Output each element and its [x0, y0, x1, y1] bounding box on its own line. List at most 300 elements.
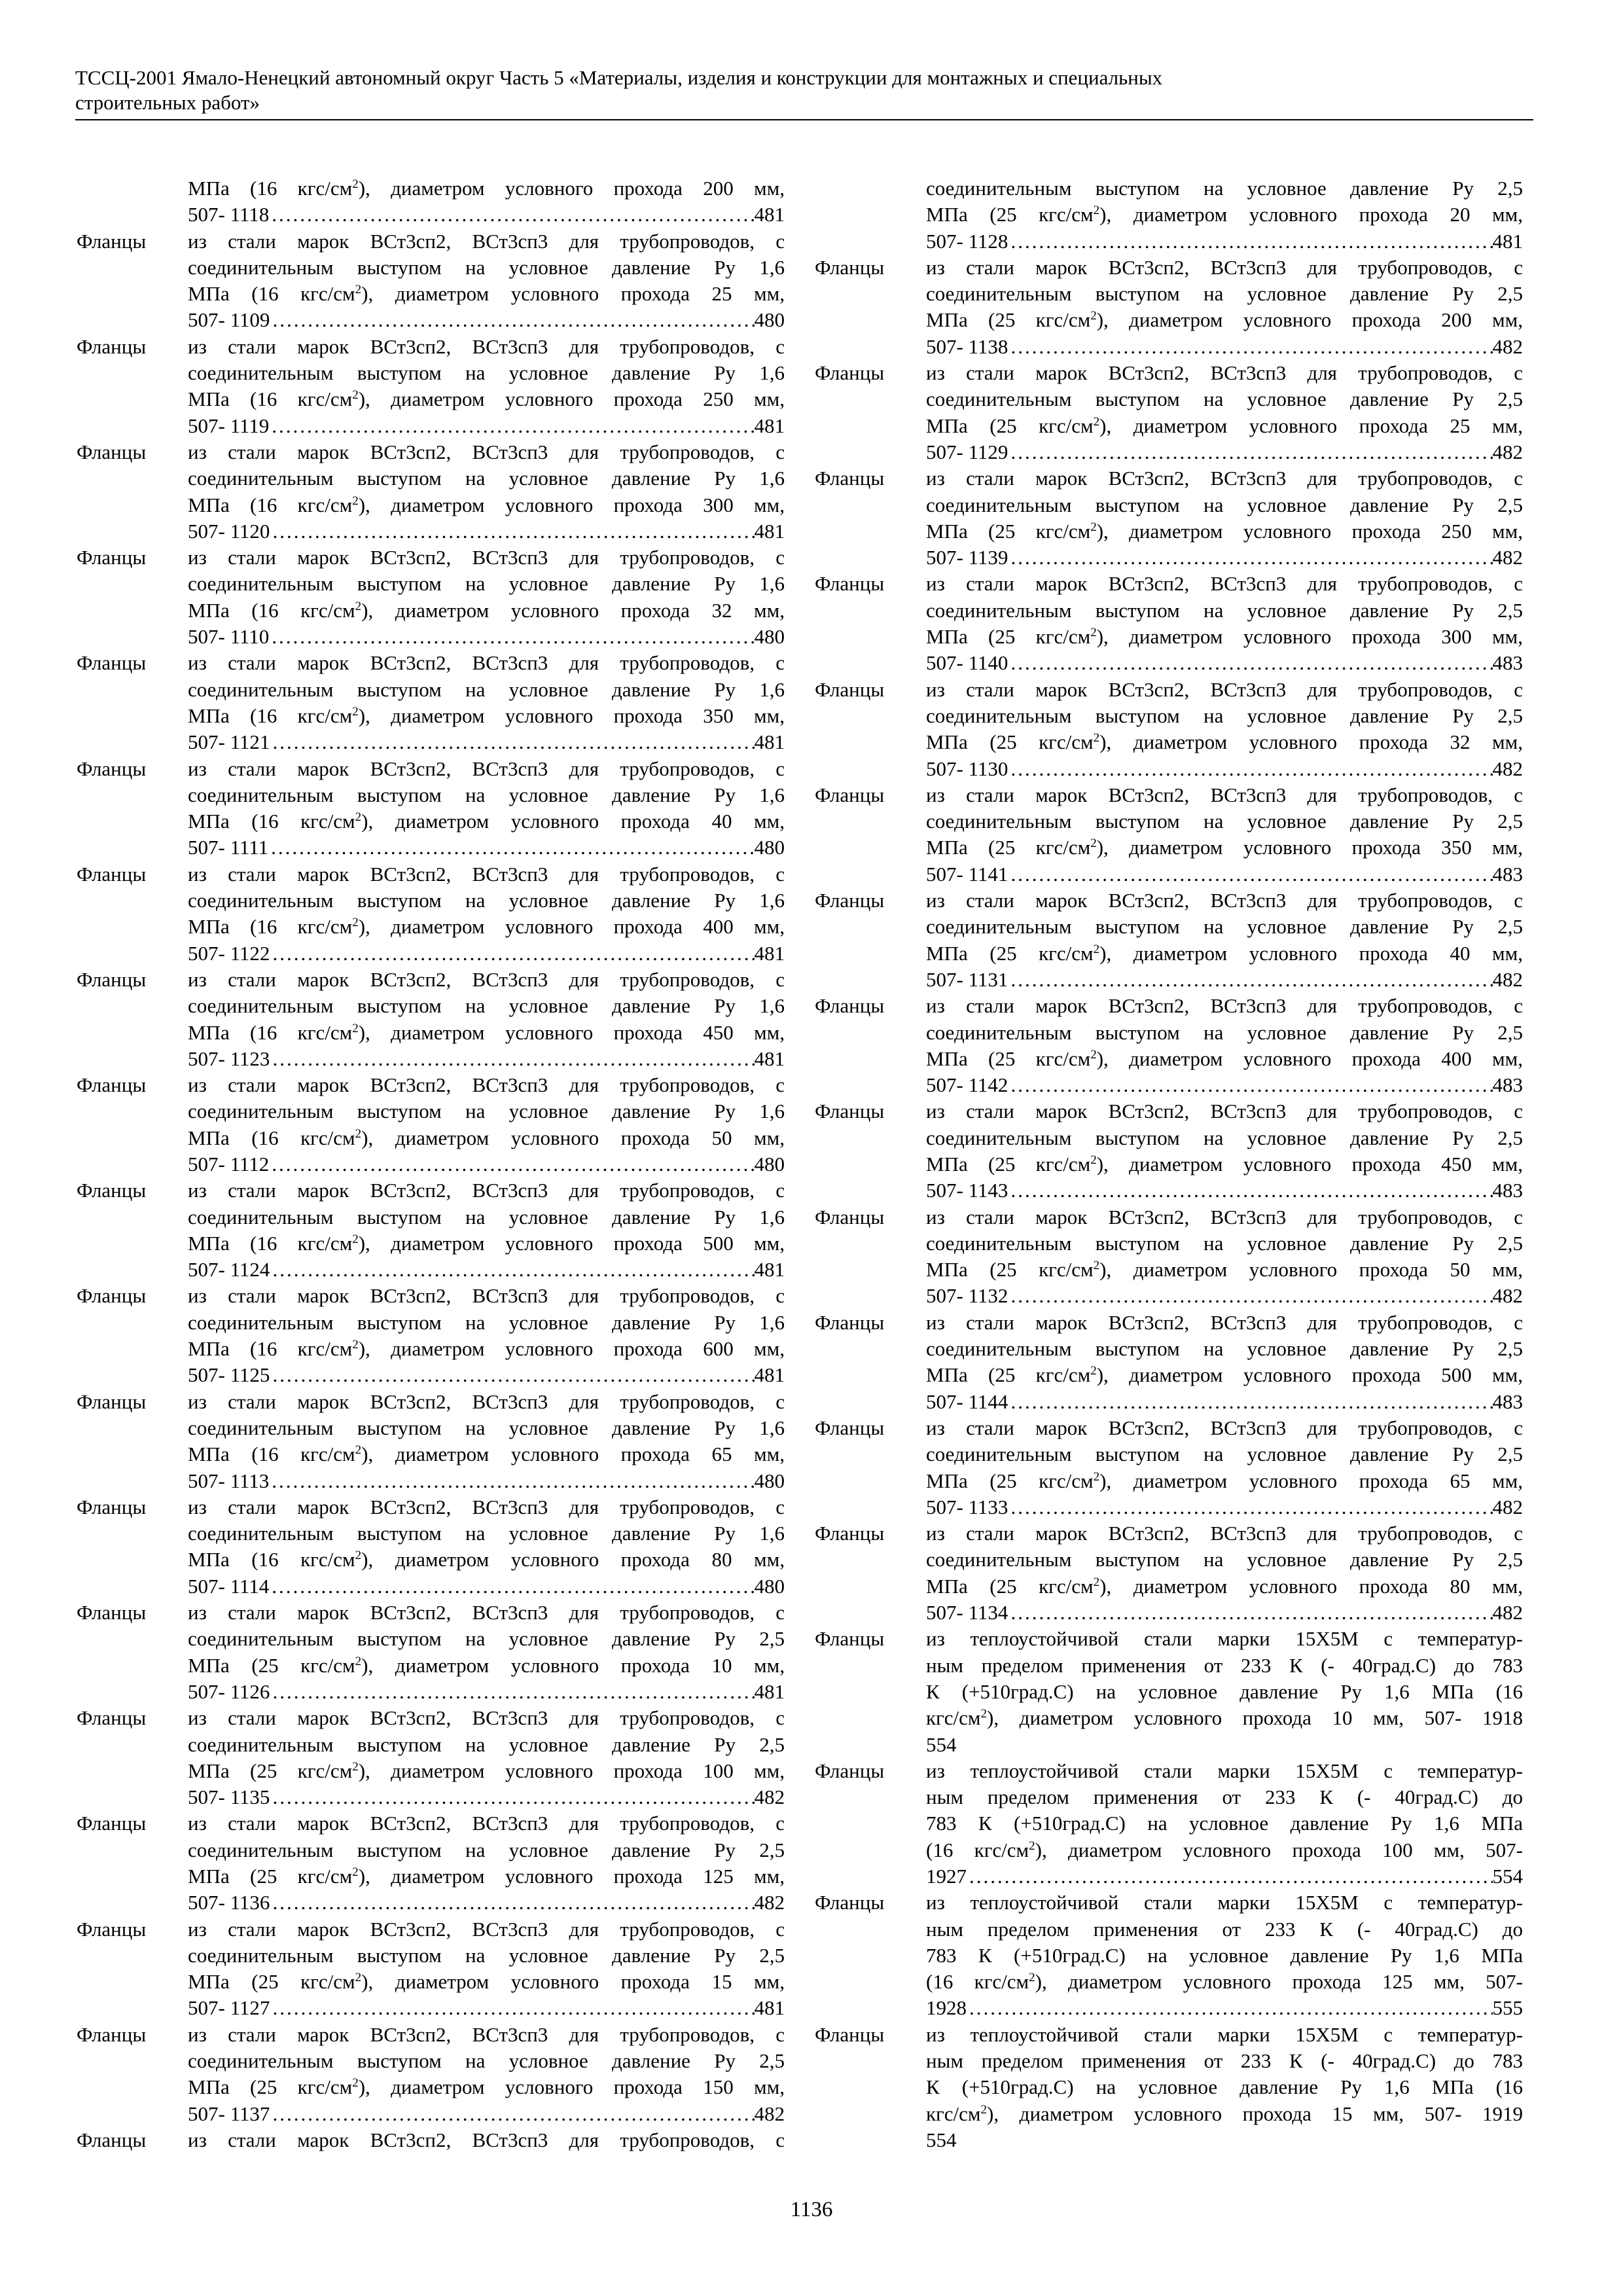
entry-text: из стали марок ВСт3сп2, ВСт3сп3 для трубопроводов, с: [188, 334, 785, 358]
entry-lead: Фланцы: [815, 994, 885, 1018]
entry-text-line: [188, 2048, 785, 2074]
entry-text: МПа (25 кгс/см: [188, 2075, 353, 2099]
entry-lead: Фланцы: [77, 1495, 147, 1518]
entry-text: соединительным выступом на условное давление Ру 1,6: [188, 1205, 785, 1229]
entry-page-ref: 483: [1492, 1179, 1523, 1202]
entry-text: ), диаметром условного прохода 25 мм,: [361, 282, 785, 306]
entry-text: соединительным выступом на условное давление Ру 1,6: [188, 1310, 785, 1334]
entry-text: ным пределом применения от 233 К (- 40град.С) до 783: [926, 1653, 1523, 1677]
index-entry: [77, 2127, 785, 2153]
entry-text: соединительным выступом на условное давление Ру 2,5: [926, 1337, 1523, 1361]
entry-page-ref: 480: [754, 625, 785, 649]
entry-page-ref: 481: [754, 1258, 785, 1282]
entry-page-ref: 481: [754, 1679, 785, 1703]
entry-text-line: [188, 703, 785, 729]
dot-leader: [269, 1151, 754, 1177]
dot-leader: [270, 1362, 754, 1388]
entry-text: из стали марок ВСт3сп2, ВСт3сп3 для трубопроводов, с: [188, 2128, 785, 2151]
index-entry: [77, 1916, 785, 2022]
entry-text: МПа (25 кгс/см: [926, 1363, 1091, 1387]
entry-text: МПа (16 кгс/см: [188, 1020, 353, 1044]
entry-code: 507- 1110: [188, 625, 270, 649]
entry-text: из стали марок ВСт3сп2, ВСт3сп3 для трубопроводов, с: [188, 862, 785, 886]
entry-text-line: [926, 360, 1523, 386]
entry-text: 554: [926, 1732, 957, 1756]
entry-text: из стали марок ВСт3сп2, ВСт3сп3 для трубопроводов, с: [188, 1917, 785, 1941]
entry-text-line: [188, 1916, 785, 1943]
entry-code: 507- 1138: [926, 334, 1008, 358]
entry-text-line: [188, 492, 785, 518]
entry-text: МПа (25 кгс/см: [926, 1574, 1094, 1598]
entry-text: соединительным выступом на условное давление Ру 2,5: [926, 915, 1523, 939]
entry-page-ref: 480: [754, 1469, 785, 1492]
entry-text: соединительным выступом на условное давление Ру 1,6: [188, 361, 785, 385]
superscript: 2: [1093, 414, 1100, 429]
entry-text: МПа (25 кгс/см: [188, 1653, 355, 1677]
entry-text: ), диаметром условного прохода 500 мм,: [358, 1231, 785, 1255]
entry-text-line: [926, 1098, 1523, 1124]
entry-text-line: [188, 1943, 785, 1969]
entry-page-ref: 482: [754, 1891, 785, 1914]
entry-lead: Фланцы: [815, 1205, 885, 1229]
entry-page-ref: 481: [754, 1996, 785, 2020]
entry-text-line: [188, 281, 785, 307]
entry-text: из стали марок ВСт3сп2, ВСт3сп3 для трубопроводов, с: [926, 572, 1523, 596]
superscript: 2: [1093, 942, 1100, 956]
index-entry: [815, 888, 1523, 993]
index-entry: [815, 1415, 1523, 1520]
entry-text: МПа (16 кгс/см: [188, 704, 353, 727]
entry-text: ), диаметром условного прохода 10 мм,: [361, 1653, 785, 1677]
entry-text: соединительным выступом на условное давление Ру 2,5: [188, 1732, 785, 1756]
entry-code-line: [926, 545, 1523, 571]
entry-text: соединительным выступом на условное давление Ру 1,6: [188, 255, 785, 279]
entry-text-line: [188, 861, 785, 888]
header-line-1: ТССЦ-2001 Ямало-Ненецкий автономный округ Часть 5 «Материалы, изделия и конструкции для монтажных и специальных: [75, 66, 1163, 89]
entry-text-line: [188, 465, 785, 492]
index-entry: [77, 861, 785, 967]
index-entry: [77, 175, 785, 228]
entry-text-line: [926, 2022, 1523, 2048]
superscript: 2: [352, 1232, 359, 1246]
superscript: 2: [1093, 731, 1100, 745]
entry-text-line: [188, 1125, 785, 1151]
superscript: 2: [980, 1707, 988, 1721]
index-entry: [77, 756, 785, 861]
entry-text: МПа (25 кгс/см: [926, 941, 1094, 965]
entry-text: МПа (16 кгс/см: [188, 282, 355, 306]
entry-text-line: [926, 1758, 1523, 1784]
entry-text: ), диаметром условного прохода 15 мм,: [361, 1970, 785, 1994]
entry-text-line: [188, 1705, 785, 1731]
dot-leader: [1008, 1283, 1492, 1309]
entry-text-line: [926, 1441, 1523, 1467]
entry-text: ), диаметром условного прохода 100 мм,: [358, 1759, 785, 1782]
entry-text: ным пределом применения от 233 К (- 40град.С) до: [926, 1785, 1523, 1809]
index-entry: [815, 255, 1523, 360]
entry-page-ref: 481: [754, 203, 785, 226]
entry-lead: Фланцы: [815, 1627, 885, 1651]
dot-leader: [270, 1046, 754, 1072]
entry-text-line: [188, 2074, 785, 2100]
entry-page-ref: 483: [1492, 862, 1523, 886]
entry-page-ref: 480: [754, 1574, 785, 1598]
index-entry: [77, 228, 785, 334]
superscript: 2: [352, 1759, 359, 1774]
entry-code-line: [926, 1863, 1523, 1890]
entry-page-ref: 481: [1492, 229, 1523, 253]
entry-text: ), диаметром условного прохода 100 мм, 507-: [1035, 1838, 1523, 1861]
entry-text: ), диаметром условного прохода 80 мм,: [361, 1548, 785, 1571]
entry-code: 507- 1121: [188, 730, 270, 754]
header-divider: [75, 119, 1533, 120]
entry-text-line: [188, 756, 785, 782]
entry-text: МПа (25 кгс/см: [926, 1152, 1091, 1175]
entry-text: ), диаметром условного прохода 50 мм,: [1099, 1258, 1523, 1282]
entry-text-line: [188, 2127, 785, 2153]
entry-text-line: [926, 255, 1523, 281]
entry-text-line: [188, 1204, 785, 1230]
entry-text-line: [188, 1863, 785, 1890]
entry-text: МПа (16 кгс/см: [188, 1548, 355, 1571]
entry-text-line: [926, 307, 1523, 333]
entry-lead: Фланцы: [77, 967, 147, 991]
entry-code: 507- 1113: [188, 1469, 270, 1492]
entry-code-line: [926, 1995, 1523, 2021]
dot-leader: [270, 1257, 754, 1283]
entry-code: 507- 1120: [188, 519, 270, 543]
entry-text-line: [188, 967, 785, 993]
entry-lead: Фланцы: [815, 889, 885, 912]
index-entry: [815, 1626, 1523, 1757]
index-entry: [815, 1520, 1523, 1626]
entry-code: 507- 1143: [926, 1179, 1008, 1202]
entry-text: из стали марок ВСт3сп2, ВСт3сп3 для трубопроводов, с: [926, 889, 1523, 912]
entry-text-line: [188, 993, 785, 1019]
dot-leader: [270, 2101, 754, 2127]
entry-code-line: [188, 1468, 785, 1494]
entry-text: из теплоустойчивой стали марки 15Х5М с температур-: [926, 1627, 1523, 1651]
superscript: 2: [1093, 1575, 1100, 1589]
entry-text: ), диаметром условного прохода 50 мм,: [361, 1126, 785, 1149]
entry-text: ), диаметром условного прохода 350 мм,: [1096, 836, 1523, 859]
entry-text-line: [926, 703, 1523, 729]
entry-text: соединительным выступом на условное давление Ру 2,5: [926, 493, 1523, 516]
dot-leader: [269, 202, 754, 228]
index-entry: [815, 1204, 1523, 1310]
entry-code: 507- 1141: [926, 862, 1008, 886]
dot-leader: [1008, 1494, 1492, 1520]
entry-text: ), диаметром условного прохода 65 мм,: [361, 1443, 785, 1466]
entry-text-line: [188, 386, 785, 412]
entry-text: ), диаметром условного прохода 200 мм,: [358, 177, 785, 200]
entry-page-ref: 481: [754, 1047, 785, 1070]
entry-code-line: [926, 334, 1523, 360]
entry-text: ), диаметром условного прохода 150 мм,: [358, 2075, 785, 2099]
entry-text: МПа (25 кгс/см: [926, 308, 1091, 332]
entry-text: МПа (16 кгс/см: [188, 598, 355, 622]
entry-text-line: [188, 677, 785, 703]
entry-text-line: [926, 1626, 1523, 1652]
entry-text-line: [926, 729, 1523, 755]
entry-text-line: [926, 1204, 1523, 1230]
index-entry: [77, 650, 785, 755]
dot-leader: [1008, 228, 1492, 255]
dot-leader: [967, 1863, 1493, 1890]
entry-code: 507- 1111: [188, 836, 269, 859]
index-entry: [815, 1310, 1523, 1415]
dot-leader: [1008, 967, 1492, 993]
entry-text-line: [188, 1020, 785, 1046]
entry-text-line: [188, 545, 785, 571]
entry-lead: Фланцы: [77, 1812, 147, 1835]
entry-text-line: [926, 202, 1523, 228]
entry-text: ным пределом применения от 233 К (- 40град.С) до 783: [926, 2049, 1523, 2073]
entry-lead: Фланцы: [77, 2022, 147, 2046]
superscript: 2: [352, 916, 359, 930]
entry-text: из стали марок ВСт3сп2, ВСт3сп3 для трубопроводов, с: [188, 1073, 785, 1097]
entry-text-line: [188, 650, 785, 676]
entry-text-line: [188, 1389, 785, 1415]
entry-code-line: [188, 1890, 785, 1916]
entry-lead: Фланцы: [77, 440, 147, 463]
entry-text: МПа (16 кгс/см: [188, 1443, 355, 1466]
entry-text-line: [926, 624, 1523, 650]
superscript: 2: [355, 1549, 362, 1563]
entry-text: МПа (25 кгс/см: [926, 1258, 1094, 1282]
entry-text: соединительным выступом на условное давление Ру 2,5: [926, 704, 1523, 727]
entry-text-line: [188, 1177, 785, 1204]
entry-code-line: [926, 650, 1523, 676]
entry-text-line: [926, 1336, 1523, 1362]
entry-text: соединительным выступом на условное давление Ру 2,5: [926, 1443, 1523, 1466]
entry-text: ), диаметром условного прохода 40 мм,: [1099, 941, 1523, 965]
entry-text: кгс/см: [926, 2102, 981, 2125]
entry-code: 507- 1139: [926, 546, 1008, 569]
entry-page-ref: 482: [754, 1785, 785, 1809]
entry-code-line: [188, 1257, 785, 1283]
entry-text: МПа (25 кгс/см: [926, 203, 1094, 226]
entry-text: ), диаметром условного прохода 350 мм,: [358, 704, 785, 727]
entry-page-ref: 481: [754, 941, 785, 965]
superscript: 2: [355, 599, 362, 613]
entry-text-line: [926, 465, 1523, 492]
entry-text: из теплоустойчивой стали марки 15Х5М с температур-: [926, 1759, 1523, 1782]
entry-code: 507- 1126: [188, 1679, 270, 1703]
entry-text: МПа (25 кгс/см: [926, 730, 1094, 754]
index-entry: [815, 360, 1523, 465]
entry-text: 783 К (+510град.С) на условное давление Ру 1,6 МПа: [926, 1812, 1523, 1835]
entry-code: 507- 1127: [188, 1996, 270, 2020]
entry-code: 507- 1114: [188, 1574, 270, 1598]
dot-leader: [269, 1468, 754, 1494]
entry-text-line: [926, 914, 1523, 940]
entry-lead: Фланцы: [77, 757, 147, 780]
entry-text: МПа (16 кгс/см: [188, 810, 355, 833]
entry-page-ref: 482: [1492, 546, 1523, 569]
entry-text-line: [188, 598, 785, 624]
entry-text-line: [926, 175, 1523, 202]
entry-code: 507- 1131: [926, 967, 1008, 991]
entry-text: из стали марок ВСт3сп2, ВСт3сп3 для трубопроводов, с: [188, 229, 785, 253]
dot-leader: [967, 1995, 1493, 2021]
index-entry: [77, 1600, 785, 1705]
entry-text: 554: [926, 2128, 957, 2151]
entry-text-line: [926, 1679, 1523, 1705]
entry-code: 507- 1112: [188, 1152, 270, 1175]
entry-text-line: [188, 1732, 785, 1758]
entry-page-ref: 482: [1492, 1601, 1523, 1624]
entry-text: соединительным выступом на условное давление Ру 1,6: [188, 572, 785, 596]
entry-text-line: [188, 1415, 785, 1441]
entry-text-line: [188, 360, 785, 386]
entry-code: 507- 1124: [188, 1258, 270, 1282]
entry-code: 507- 1128: [926, 229, 1008, 253]
entry-code: 1927: [926, 1865, 967, 1888]
entry-text: из стали марок ВСт3сп2, ВСт3сп3 для трубопроводов, с: [926, 467, 1523, 490]
entry-lead: Фланцы: [815, 467, 885, 490]
superscript: 2: [1090, 626, 1097, 640]
entry-text: из стали марок ВСт3сп2, ВСт3сп3 для трубопроводов, с: [188, 1706, 785, 1730]
entry-text-line: [926, 1151, 1523, 1177]
superscript: 2: [1029, 1839, 1035, 1853]
entry-text-line: [188, 1230, 785, 1257]
entry-code-line: [188, 1995, 785, 2021]
superscript: 2: [355, 1126, 362, 1141]
entry-text-line: [926, 281, 1523, 307]
dot-leader: [1008, 545, 1492, 571]
entry-code: 507- 1142: [926, 1073, 1008, 1097]
entry-code-line: [926, 228, 1523, 255]
entry-text: ), диаметром условного прохода 300 мм,: [1096, 625, 1523, 649]
entry-code: 507- 1130: [926, 757, 1008, 780]
entry-page-ref: 481: [754, 519, 785, 543]
entry-text-line: [926, 1653, 1523, 1679]
index-entry: [77, 334, 785, 439]
index-entry: [815, 465, 1523, 571]
entry-text: из стали марок ВСт3сп2, ВСт3сп3 для трубопроводов, с: [926, 677, 1523, 701]
entry-text: из стали марок ВСт3сп2, ВСт3сп3 для трубопроводов, с: [926, 1522, 1523, 1545]
entry-text: ), диаметром условного прохода 32 мм,: [1099, 730, 1523, 754]
entry-page-ref: 482: [1492, 1284, 1523, 1308]
entry-text: из стали марок ВСт3сп2, ВСт3сп3 для трубопроводов, с: [188, 2022, 785, 2046]
entry-lead: Фланцы: [77, 1706, 147, 1730]
entry-text-line: [926, 2048, 1523, 2074]
entry-text: соединительным выступом на условное давление Ру 2,5: [926, 598, 1523, 622]
dot-leader: [1008, 1600, 1492, 1626]
entry-text: МПа (16 кгс/см: [188, 493, 353, 516]
entry-code: 507- 1109: [188, 308, 270, 332]
index-entry: [77, 439, 785, 545]
superscript: 2: [1029, 1971, 1035, 1985]
entry-lead: Фланцы: [77, 546, 147, 569]
entry-text: (16 кгс/см: [926, 1838, 1029, 1861]
superscript: 2: [1090, 1364, 1097, 1378]
index-entry: [815, 1890, 1523, 2021]
entry-text-line: [926, 1362, 1523, 1388]
entry-page-ref: 483: [1492, 651, 1523, 675]
entry-code: 507- 1118: [188, 203, 270, 226]
entry-text-line: [188, 439, 785, 465]
entry-text-line: [926, 1705, 1523, 1731]
entry-text-line: [926, 888, 1523, 914]
dot-leader: [1008, 756, 1492, 782]
entry-code-line: [188, 202, 785, 228]
entry-text-line: [926, 1310, 1523, 1336]
superscript: 2: [355, 283, 362, 297]
dot-leader: [269, 1573, 754, 1600]
entry-text: ), диаметром условного прохода 125 мм,: [358, 1865, 785, 1888]
superscript: 2: [352, 1021, 359, 1035]
entry-code-line: [188, 729, 785, 755]
index-entry: [815, 1758, 1523, 1890]
superscript: 2: [355, 1443, 362, 1458]
superscript: 2: [355, 1971, 362, 1985]
entry-text: ), диаметром условного прохода 80 мм,: [1099, 1574, 1523, 1598]
entry-text-line: [926, 1257, 1523, 1283]
entry-text: ), диаметром условного прохода 65 мм,: [1099, 1469, 1523, 1492]
entry-text: из стали марок ВСт3сп2, ВСт3сп3 для трубопроводов, с: [188, 440, 785, 463]
entry-code-line: [926, 439, 1523, 465]
entry-text-line: [926, 598, 1523, 624]
entry-text: МПа (25 кгс/см: [188, 1970, 355, 1994]
index-entry: [815, 2022, 1523, 2153]
page-number: 1136: [790, 2198, 833, 2221]
entry-text-line: [188, 1626, 785, 1652]
entry-text-line: [926, 834, 1523, 861]
entry-text: соединительным выступом на условное давление Ру 2,5: [926, 1231, 1523, 1255]
entry-code-line: [188, 518, 785, 545]
dot-leader: [270, 1784, 754, 1810]
entry-text: соединительным выступом на условное давление Ру 2,5: [926, 810, 1523, 833]
entry-text-line: [188, 1494, 785, 1520]
entry-page-ref: 481: [754, 1363, 785, 1387]
entry-text: ), диаметром условного прохода 450 мм,: [358, 1020, 785, 1044]
entry-text: соединительным выступом на условное давление Ру 2,5: [188, 1627, 785, 1651]
entry-code-line: [188, 2101, 785, 2127]
entry-text: МПа (25 кгс/см: [926, 1469, 1094, 1492]
header-line-2: строительных работ»: [75, 91, 260, 114]
entry-text: ), диаметром условного прохода 450 мм,: [1096, 1152, 1523, 1175]
entry-lead: Фланцы: [77, 1601, 147, 1624]
superscript: 2: [1090, 836, 1097, 851]
entry-text-line: [188, 1441, 785, 1467]
entry-page-ref: 483: [1492, 1073, 1523, 1097]
superscript: 2: [1090, 1153, 1097, 1167]
entry-text: из стали марок ВСт3сп2, ВСт3сп3 для трубопроводов, с: [926, 1416, 1523, 1439]
entry-lead: Фланцы: [77, 1073, 147, 1097]
entry-page-ref: 482: [1492, 967, 1523, 991]
entry-code-line: [188, 1151, 785, 1177]
entry-text-line: [188, 571, 785, 597]
dot-leader: [270, 729, 754, 755]
index-entry: [815, 993, 1523, 1098]
entry-text: соединительным выступом на условное давление Ру 2,5: [188, 1838, 785, 1861]
entry-text: соединительным выступом на условное давление Ру 1,6: [188, 994, 785, 1018]
entry-text-line: [926, 1468, 1523, 1494]
superscript: 2: [1093, 204, 1100, 218]
entry-text: МПа (25 кгс/см: [188, 1759, 353, 1782]
entry-text: соединительным выступом на условное давление Ру 1,6: [188, 467, 785, 490]
entry-text-line: [926, 518, 1523, 545]
entry-lead: Фланцы: [77, 229, 147, 253]
entry-text: из стали марок ВСт3сп2, ВСт3сп3 для трубопроводов, с: [926, 994, 1523, 1018]
superscript: 2: [355, 1654, 362, 1668]
superscript: 2: [355, 810, 362, 825]
entry-text-line: [188, 1600, 785, 1626]
entry-code: 1928: [926, 1996, 967, 2020]
entry-text: из стали марок ВСт3сп2, ВСт3сп3 для трубопроводов, с: [188, 1179, 785, 1202]
